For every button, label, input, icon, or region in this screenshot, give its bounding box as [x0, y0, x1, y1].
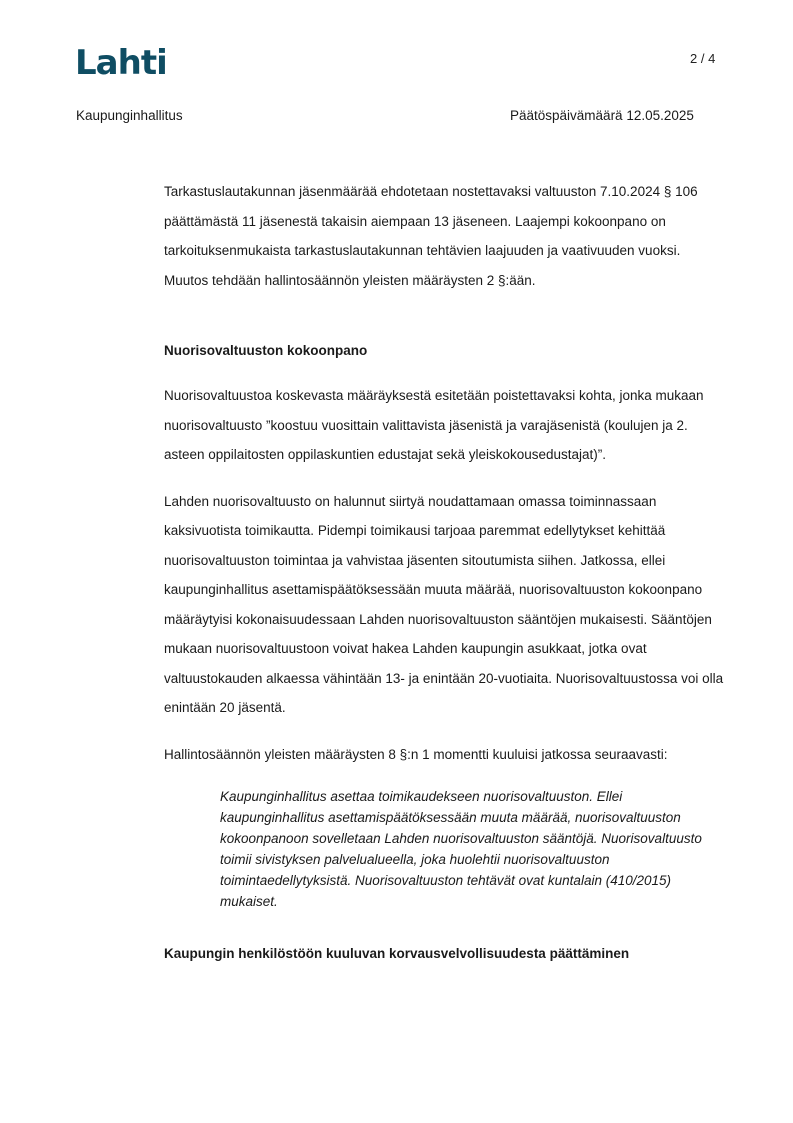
heading-nuorisovaltuusto: Nuorisovaltuuston kokoonpano	[164, 343, 368, 358]
page-number: 2 / 4	[690, 51, 716, 66]
lahti-logo: Lahti	[75, 43, 167, 83]
paragraph-nuorisovaltuusto-toimikausi: Lahden nuorisovaltuusto on halunnut siirtyä noudattamaan omassa toiminnassaan kaksivuotista toimikautta. Pidempi toimikausi tarjoaa paremmat edellytykset kehittää nuorisovaltuuston toimintaa ja vahvistaa jäsenten sitoutumista siihen. Jatkossa, ellei kaupunginhallitus asettamispäätöksessään muuta määrää, nuorisovaltuuston kokoonpano määräytyisi kokonaisuudessaan Lahden nuorisovaltuuston sääntöjen mukaisesti. Sääntöjen mukaan nuorisovaltuustoon voivat hakea Lahden kaupungin asukkaat, jotka ovat valtuustokauden alkaessa vähintään 13- ja enintään 20-vuotiaita. Nuorisovaltuustossa voi olla enintään 20 jäsentä.	[164, 493, 724, 715]
heading-korvausvelvollisuus: Kaupungin henkilöstöön kuuluvan korvausvelvollisuudesta päättäminen	[164, 946, 630, 961]
paragraph-tarkastuslautakunta: Tarkastuslautakunnan jäsenmäärää ehdotetaan nostettavaksi valtuuston 7.10.2024 § 106 päättämästä 11 jäsenestä takaisin aiempaan 13 jäseneen. Laajempi kokoonpano on tarkoituksenmukaista tarkastuslautakunnan tehtävien laajuuden ja vaativuuden vuoksi. Muutos tehdään hallintosäännön yleisten määräysten 2 §:ään.	[164, 184, 698, 288]
document-body	[164, 177, 724, 964]
decision-date: Päätöspäivämäärä 12.05.2025	[510, 108, 694, 123]
quoted-rule-text: Kaupunginhallitus asettaa toimikaudekseen nuorisovaltuuston. Ellei kaupunginhallitus asettamispäätöksessään muuta määrää, nuorisovaltuuston kokoonpanoon sovelletaan Lahden nuorisovaltuuston sääntöjä. Nuorisovaltuusto toimii sivistyksen palvelualueella, joka huolehtii nuorisovaltuuston toimintaedellytyksistä. Nuorisovaltuuston tehtävät ovat kuntalain (410/2015) mukaiset.	[220, 789, 702, 909]
paragraph-nuorisovaltuusto-maarays: Nuorisovaltuustoa koskevasta määräyksestä esitetään poistettavaksi kohta, jonka mukaan nuorisovaltuusto ”koostuu vuosittain valittavista jäsenistä ja varajäsenistä (koulujen ja 2. asteen oppilaitosten oppilaskuntien edustajat sekä yleiskokousedustajat)”.	[164, 388, 704, 462]
organization-name: Kaupunginhallitus	[76, 108, 183, 123]
paragraph-hallintosaanto-intro: Hallintosäännön yleisten määräysten 8 §:n 1 momentti kuuluisi jatkossa seuraavasti:	[164, 746, 668, 762]
